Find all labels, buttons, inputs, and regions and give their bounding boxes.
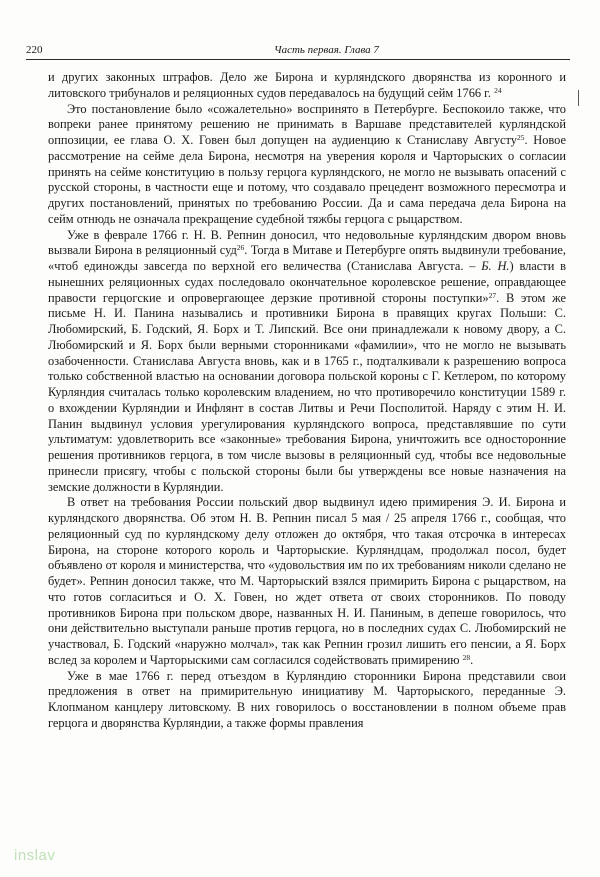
text-run: Уже в мае 1766 г. перед отъездом в Курляндию сторонники Бирона представили свои предложения в ответ на примирительную инициативу М. Чарторыского, переданные Э. Клопманом канцлеру литовскому. В них говорилось о восстановлении в полном объеме прав герцога и дворянства Курляндии, а также формы правления	[48, 668, 566, 730]
italic-text: Б. Н.	[481, 259, 510, 273]
footnote-ref: 25	[516, 133, 525, 142]
scan-mark	[578, 90, 579, 106]
body-text	[48, 70, 566, 732]
text-run: . Тогда в Митаве и Петербурге опять выдвинули требование, «чтоб единожды завсегда по верхной его величества (Станислава Августа. –	[48, 243, 566, 273]
footnote-ref: 28	[462, 652, 471, 662]
text-run: . Новое рассмотрение на сейме дела Бирона, несмотря на уверения короля и Чарторыских о согласии принять на сейме конституцию в пользу герцога курляндского, не могло не вызывать опасений с русской стороны, в частности еще и потому, что создавало прецедент возможного пересмотра и других постановлений, принятых по требованию России. Да и сама передача дела Бирона на сейм отнюдь не означала прекращение судебной тяжбы герцога с рыцарством.	[48, 133, 566, 226]
watermark: inslav	[14, 847, 56, 864]
paragraph-p1	[48, 70, 566, 102]
paragraph-p4	[48, 495, 566, 668]
footnote-ref: 26	[236, 243, 245, 253]
paragraph-p5	[48, 669, 566, 732]
paragraph-p3	[48, 228, 566, 496]
footnote-ref: 27	[488, 290, 497, 300]
paragraph-p2	[48, 102, 566, 228]
page-header	[26, 40, 570, 60]
page-number: 220	[26, 44, 43, 56]
footnote-ref: 24	[494, 85, 502, 95]
running-head: Часть первая. Глава 7	[274, 44, 379, 56]
text-run: . В этом же письме Н. И. Панина назывались и противники Бирона в правящих кругах Польши: С. Любомирский, Б. Годский, Я. Борх и Т. Липский. Все они принадлежали к новому двору, а С. Любомирский и Я. Борх были верными сторонниками «фамилии», что не могло не вызывать озабоченности. Станислава Августа вновь, как и в 1765 г., подталкивали к разрешению вопроса только собственной властью на основании договора польской короны с Г. Кетлером, по которому Курляндия считалась только королевским владением, но что противоречило конституции 1589 г. о вхождении Курляндии и Инфлянт в состав Литвы и Речи Посполитой. Наряду с этим Н. И. Панин выдвинул условия урегулирования курляндского вопроса, представлявшие по сути ультиматум: удовлетворить все «законные» требования Бирона, уничтожить все односторонние решения противников герцога, в том числе вызовы в реляционный суд, чтобы все недовольные принесли присягу, чтобы с польской стороны были бы утверждены все новые назначения на земские должности в Курляндии.	[48, 290, 567, 494]
text-run: В ответ на требования России польский двор выдвинул идею примирения Э. И. Бирона и курляндского дворянства. Об этом Н. В. Репнин писал 5 мая / 25 апреля 1766 г., сообщая, что реляционный суд по курляндскому делу отложен до октября, что такая отсрочка в интересах Бирона, на стороне которого король и Чарторыские. Курляндцам, продолжал посол, будет объявлено от короля и министерства, что «удовольствия им по их требованиям николи сделано не будет». Репнин доносил также, что М. Чарторыский взялся примирить Бирона с рыцарством, на что готов согласиться и О. Х. Говен, но ждет ответа от своих сторонников. По поводу противников Бирона при польском дворе, названных Н. И. Паниным, в депеше говорилось, что они действительно выступали раньше против герцога, но в последних судах С. Любомирский не участвовал, Б. Годский «наружно молчал», так как Репнин грозил лишить его пенсии, а Я. Борх вслед за королем и Чарторыскими сам согласился содействовать примирению	[48, 495, 566, 667]
text-run: Уже в феврале 1766 г. Н. В. Репнин доносил, что недовольные курляндским двором вновь вызвали Бирона в реляционный суд	[48, 227, 566, 258]
text-run: .	[470, 652, 474, 667]
text-run: Это постановление было «сожалетельно» воспринято в Петербурге. Беспокоило также, что вопреки ранее принятому решению не принимать в Варшаве представителей курляндской оппозиции, ее глава О. Х. Говен был допущен на аудиенцию к Станиславу Августу	[48, 101, 566, 147]
text-run: и других законных штрафов. Дело же Бирона и курляндского дворянства из коронного и литовского трибуналов и реляционных судов передавалось на будущий сейм 1766 г.	[48, 70, 566, 100]
text-run: ) власти в нынешних реляционных судах последовало окончательное королевское решение, оправдающее правости герцогские и опровергающее дерзкие противной стороны поступки»	[48, 259, 567, 305]
header-rule	[26, 59, 570, 60]
